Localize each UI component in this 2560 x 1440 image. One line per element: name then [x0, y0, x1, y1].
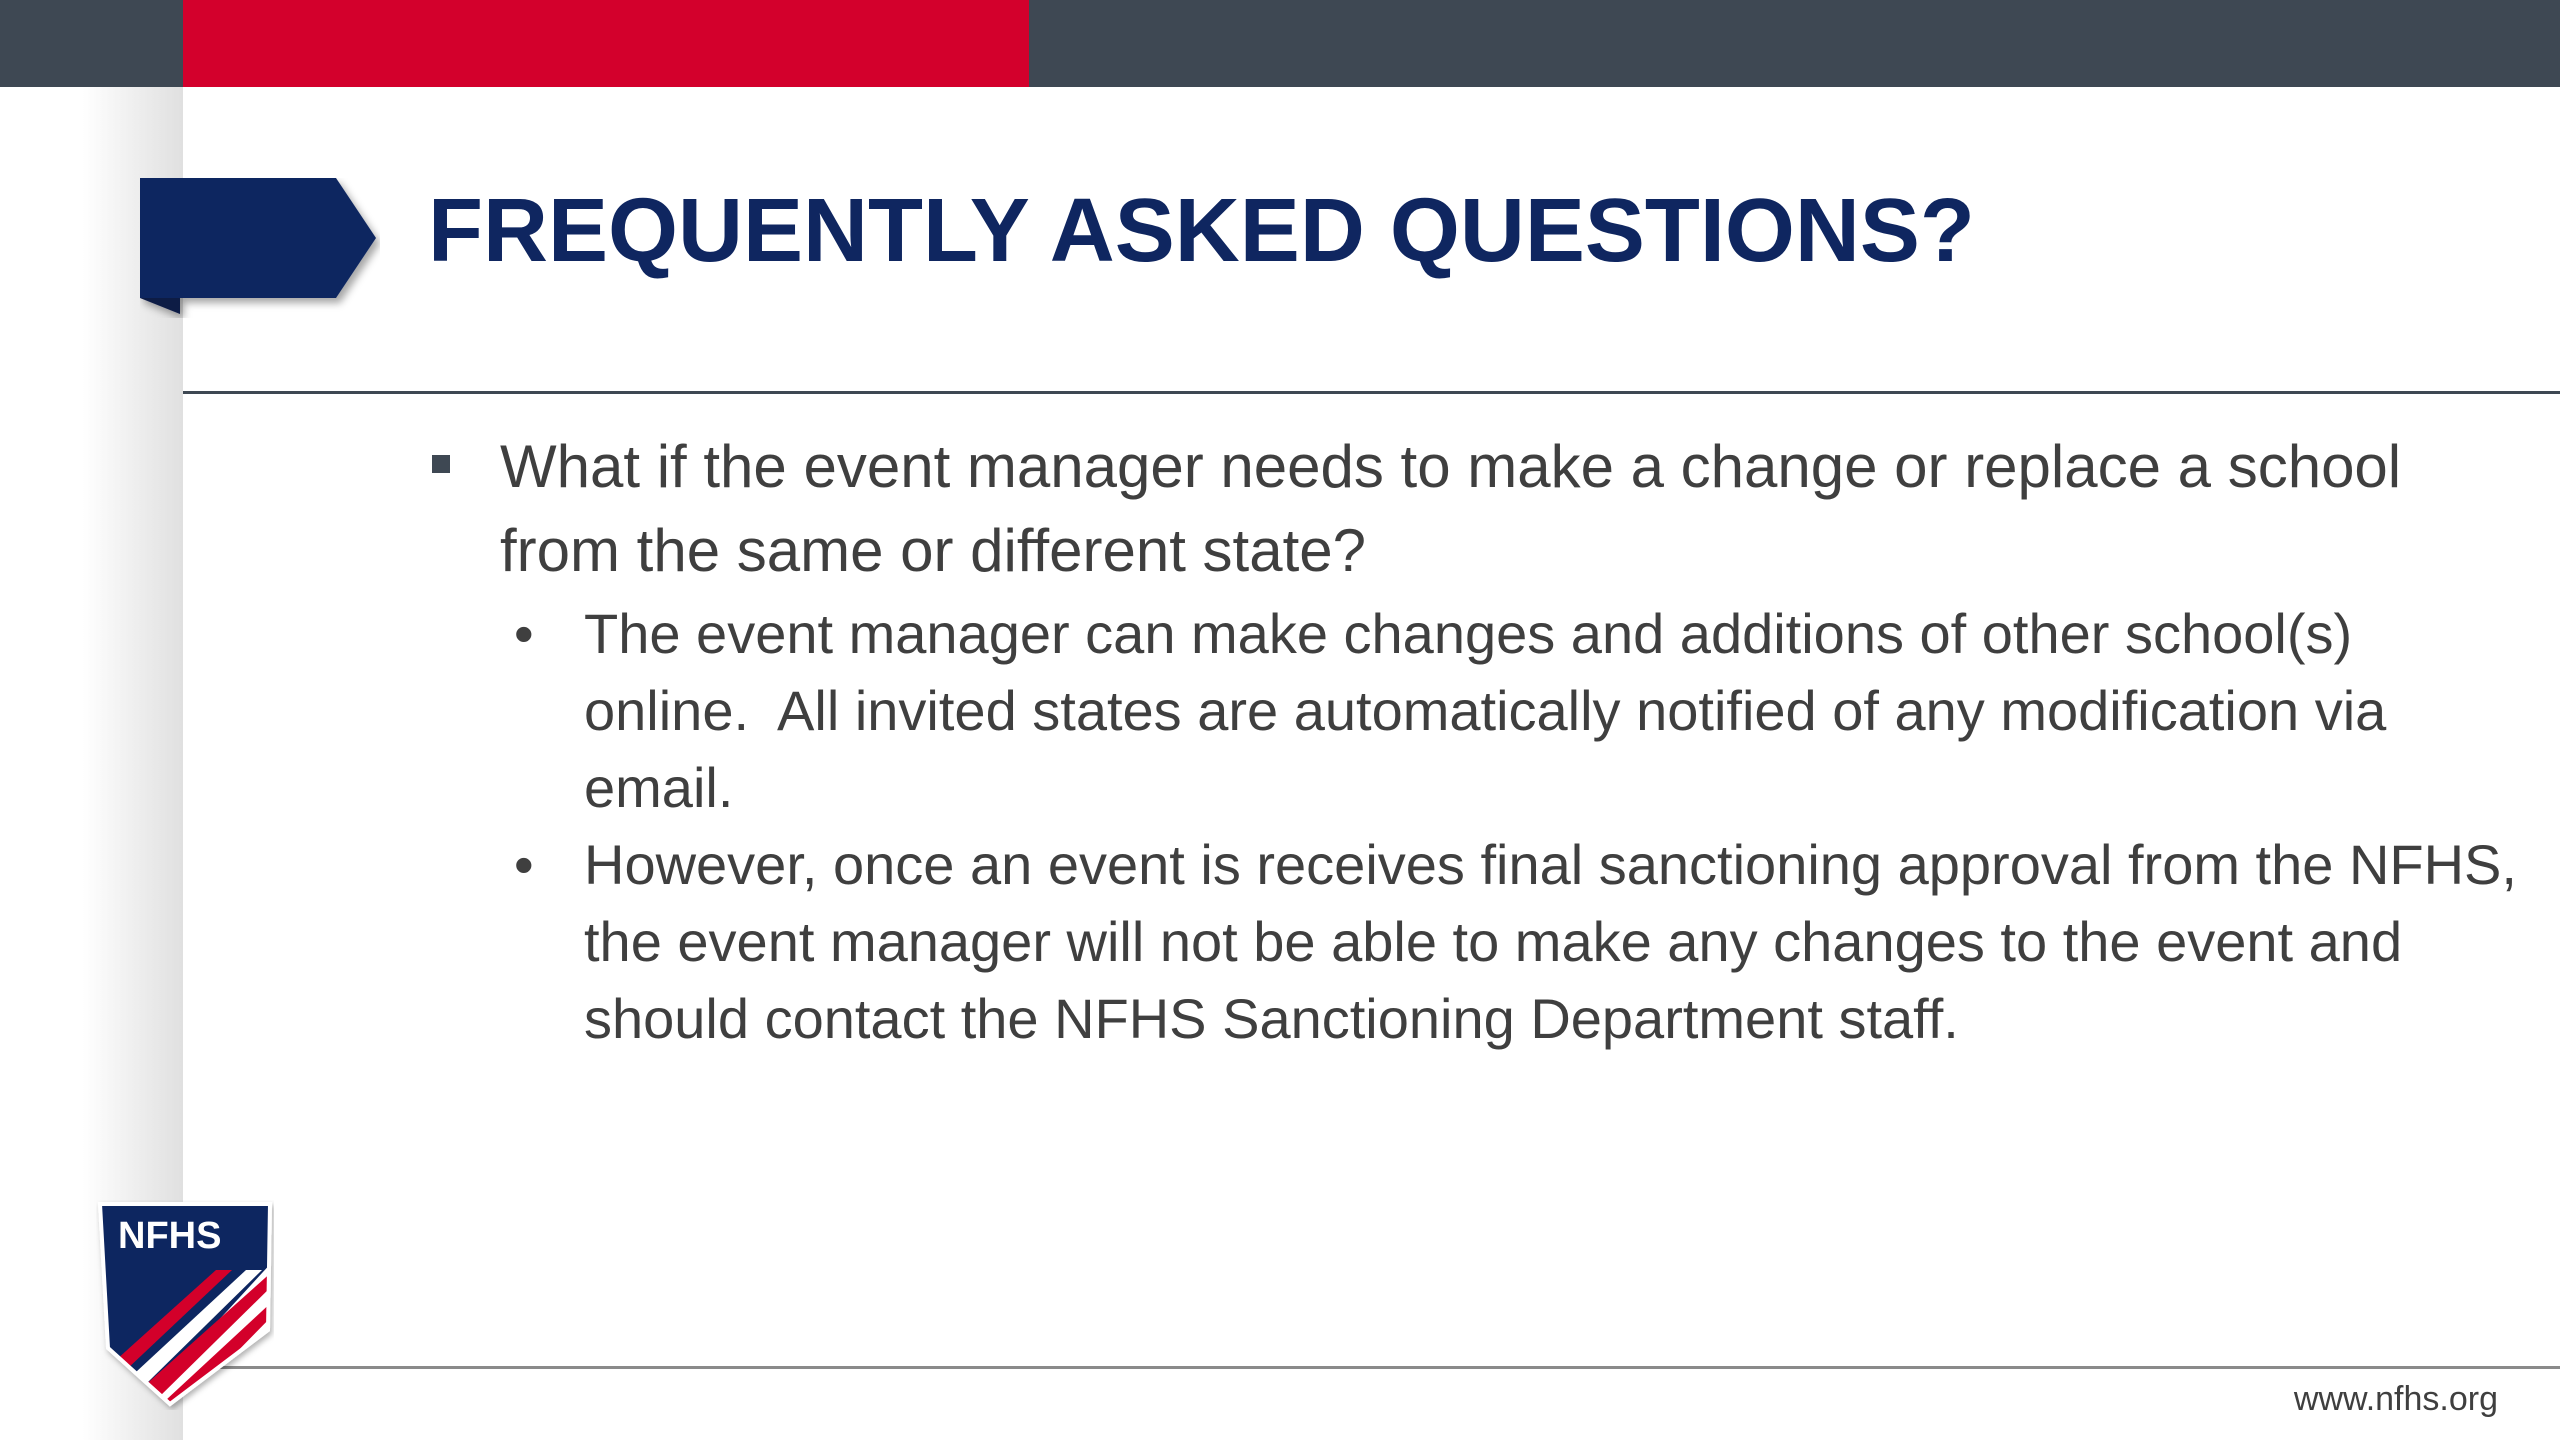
question-text: What if the event manager needs to make a change or replace a school from the same or different state?: [500, 433, 2402, 584]
answer-text: However, once an event is receives final sanctioning approval from the NFHS, the event manager will not be able to make any changes to the event and should contact the NFHS Sanctioning Department staff.: [584, 833, 2533, 1050]
answer-item: [500, 595, 2520, 826]
round-bullet-icon: •: [514, 602, 534, 665]
footer-divider: [183, 1366, 2560, 1369]
answer-list: [420, 595, 2533, 1057]
nfhs-shield-logo: [96, 1200, 274, 1410]
content-area: [420, 425, 2533, 1057]
top-bar-accent: [183, 0, 1029, 87]
top-bar: [0, 0, 2560, 87]
page-title: FREQUENTLY ASKED QUESTIONS?: [428, 181, 1975, 281]
question-item: [420, 425, 2520, 593]
round-bullet-icon: •: [514, 833, 534, 896]
footer-url[interactable]: www.nfhs.org: [2293, 1380, 2498, 1418]
answer-item: [500, 826, 2533, 1057]
square-bullet-icon: [432, 455, 450, 473]
logo-text: NFHS: [118, 1215, 222, 1257]
arrow-flag-icon: [140, 178, 380, 318]
title-divider: [183, 391, 2560, 394]
answer-text: The event manager can make changes and additions of other school(s) online. All invited states are automatically notified of any modification via email.: [584, 602, 2402, 819]
